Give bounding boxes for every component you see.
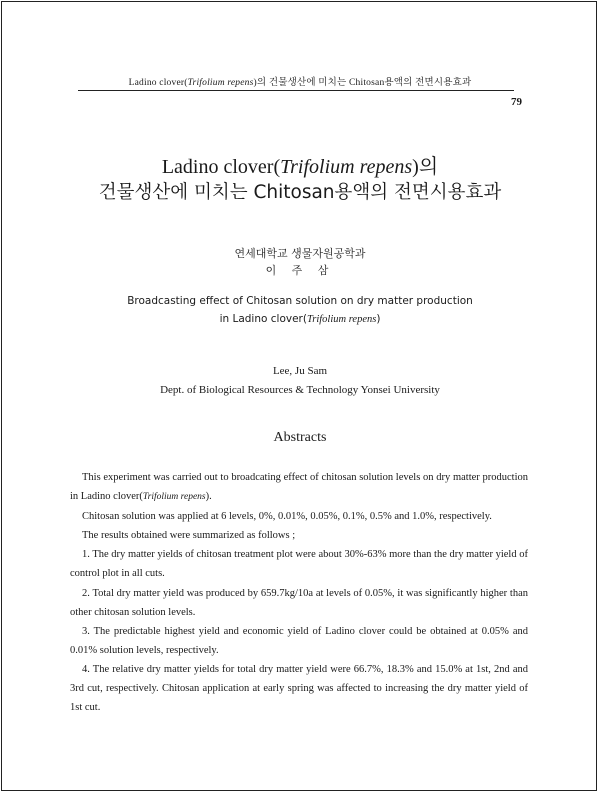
title-line-2: 건물생산에 미치는 Chitosan용액의 전면시용효과 <box>98 182 502 203</box>
author-affiliation: Dept. of Biological Resources & Technology Yonsei University <box>160 384 440 396</box>
korean-author: 이 주 삼 <box>265 264 335 277</box>
abstract-paragraph: 3. The predictable highest yield and economic yield of Ladino clover could be obtained at 0.05% and 0.01% solution levels, respectively. <box>70 625 528 656</box>
abstract-paragraph: The results obtained were summarized as follows ; <box>82 530 296 542</box>
author-name: Lee, Ju Sam <box>272 365 328 377</box>
running-head: Ladino clover(Trifolium repens)의 건물생산에 미치는 Chitosan용액의 전면시용효과 <box>128 78 472 88</box>
english-title-line-1: Broadcasting effect of Chitosan solution on dry matter production <box>127 295 473 307</box>
page-number: 79 <box>511 96 522 108</box>
english-title-line-2: in Ladino clover(Trifolium repens) <box>219 313 381 325</box>
abstract-paragraph: 2. Total dry matter yield was produced by 659.7kg/10a at levels of 0.05%, it was significantly higher than other chitosan solution levels. <box>70 587 528 618</box>
title-line-1: Ladino clover(Trifolium repens)의 <box>161 156 439 178</box>
korean-affiliation: 연세대학교 생물자원공학과 <box>234 247 366 260</box>
abstract-paragraph: This experiment was carried out to broadcating effect of chitosan solution levels on dry matter production in Ladino clover(Trifolium repens). <box>70 472 528 503</box>
abstract-paragraph: Chitosan solution was applied at 6 levels, 0%, 0.01%, 0.05%, 0.1%, 0.5% and 1.0%, respectively. <box>82 511 492 523</box>
abstract-body <box>70 468 528 717</box>
abstract-paragraph: 1. The dry matter yields of chitosan treatment plot were about 30%-63% more than the dry matter yield of control plot in all cuts. <box>70 549 528 580</box>
abstract-paragraph: 4. The relative dry matter yields for total dry matter yield were 66.7%, 18.3% and 15.0% at 1st, 2nd and 3rd cut, respectively. Chitosan application at early spring was affected to increasing the dry matter yield of 1st cut. <box>70 663 528 714</box>
abstract-heading: Abstracts <box>273 430 327 445</box>
header-rule <box>78 90 514 91</box>
